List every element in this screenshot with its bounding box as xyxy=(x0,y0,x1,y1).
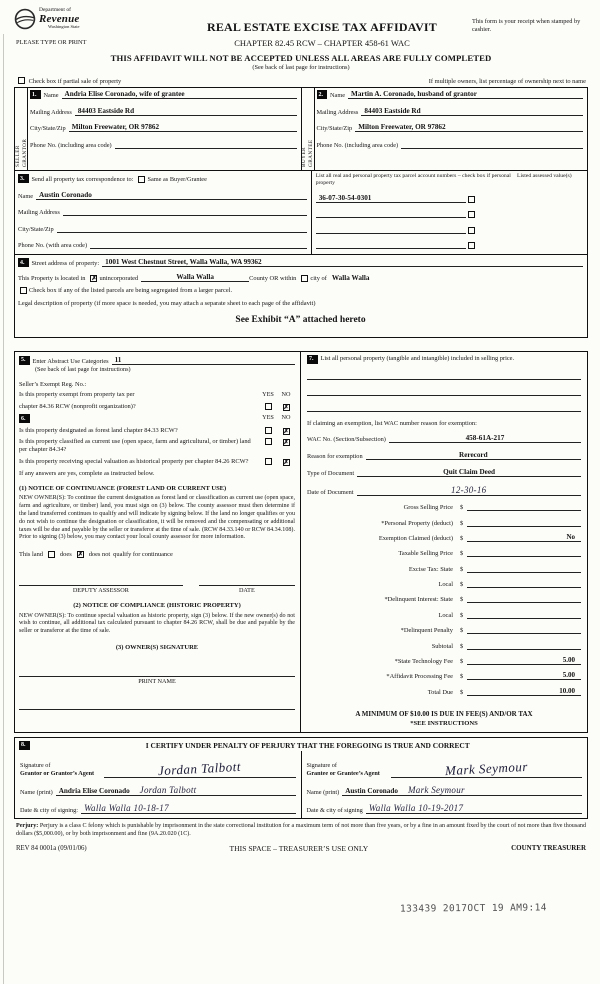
exempt-yes-label: YES xyxy=(262,391,274,399)
grantee-name-typed: Austin Coronado xyxy=(345,786,398,795)
buyer-csz-row xyxy=(317,123,584,132)
notice-compliance-body: NEW OWNER(S): To continue special valuation as historic property, sign (3) below. If the new owner(s) do not wish to continue, all additional tax calculated pursuant to chapter 84.26 RCW, shall be due and payable by the seller or transferor at the time of sale. xyxy=(19,612,295,635)
partial-sale-checkbox[interactable] xyxy=(18,77,25,84)
logo-revenue: Revenue xyxy=(39,12,80,25)
see-back-note: (See back of last page for instructions) xyxy=(252,64,350,71)
seller-name-field[interactable] xyxy=(62,90,297,99)
footer-row xyxy=(14,844,588,853)
dollar-sign: $ xyxy=(460,534,464,542)
section-5-number: 5. xyxy=(19,356,30,365)
section-6-yes-label: YES xyxy=(262,414,274,422)
grantee-signature-handwriting: Mark Seymour xyxy=(444,758,529,778)
exemption-claimed-field[interactable]: No xyxy=(467,533,581,542)
grantor-agent-label: Grantor or Grantor’s Agent xyxy=(20,769,95,777)
assessed-values-label: Listed assessed value(s) xyxy=(517,173,572,179)
doc-date-row xyxy=(307,485,581,496)
section-7-column xyxy=(301,352,587,732)
grantee-date-city-handwriting: Walla Walla 10-19-2017 xyxy=(368,802,464,813)
grantee-signature-line[interactable] xyxy=(391,756,583,778)
fee-row-excise-tax-state: Excise Tax: State $ xyxy=(307,564,581,573)
receipt-note: This form is your receipt when stamped by cashier. xyxy=(472,18,581,34)
parcel-row-4 xyxy=(316,240,583,249)
top-row xyxy=(14,77,588,85)
buyer-csz-label: City/State/Zip xyxy=(316,125,353,132)
gross-selling-price-field[interactable] xyxy=(467,502,581,511)
reason-row xyxy=(307,451,581,460)
grantee-name-handwriting: Mark Seymour xyxy=(408,784,465,795)
fee-row-gross-selling-price: Gross Selling Price $ xyxy=(307,502,581,511)
doc-type-row xyxy=(307,468,581,477)
seller-phone-field[interactable] xyxy=(115,140,297,149)
seller-mailing-label: Mailing Address xyxy=(30,108,72,116)
section-3-number: 3. xyxy=(18,174,29,183)
delinquent-interest-state-field[interactable] xyxy=(467,594,581,603)
deputy-date-line[interactable] xyxy=(199,576,295,586)
correspondence-name-value: Austin Coronado xyxy=(39,190,92,199)
correspondence-row xyxy=(18,174,307,183)
current-use-yes-checkbox[interactable] xyxy=(265,438,272,445)
correspondence-mailing-field[interactable] xyxy=(63,207,307,216)
agency-block xyxy=(14,8,172,46)
exempt-question-line1 xyxy=(19,391,295,399)
segregated-row xyxy=(18,287,583,294)
seller-csz-field[interactable] xyxy=(69,123,297,132)
current-use-question: Is this property classified as current use (open space, farm and agricultural, or timber) land per chapter 84.34? xyxy=(19,438,251,454)
fee-row-taxable-selling-price: Taxable Selling Price $ xyxy=(307,548,581,557)
section-6-header-row xyxy=(19,414,295,423)
grantor-signature-row xyxy=(20,751,296,778)
seller-phone-label: Phone No. (including area code) xyxy=(30,141,112,149)
notice-continuance-body: NEW OWNER(S): To continue the current designation as forest land or classification as current use (open space, farm and agriculture, or timber) land, you must sign on (3) below. The county assessor must then determine if the land transferred continues to qualify and will indicate by signing below. If the land no longer qualifies or you do not wish to continue the designation or classification, it will be removed and the compensating or additional taxes will be due and payable by the seller or transferor at the time of sale. (RCW 84.33.140 or RCW 84.34.108). Prior to signing (3) below, you may contact your local county assessor for more information. xyxy=(19,494,295,541)
grantee-signature-of-label: Signature of xyxy=(306,761,337,769)
correspondence-csz-row xyxy=(18,224,307,233)
wac-field[interactable] xyxy=(389,434,581,443)
doc-date-value: 12-30-16 xyxy=(451,484,487,495)
buyer-name-field[interactable] xyxy=(348,90,583,99)
grantee-vertical-label: GRANTEE xyxy=(308,139,314,167)
dor-logo xyxy=(14,8,172,30)
deputy-assessor-lines xyxy=(19,576,295,586)
doc-type-label: Type of Document xyxy=(307,469,355,477)
fee-row-personal-property: *Personal Property (deduct) $ xyxy=(307,518,581,527)
parcel-numbers-block xyxy=(311,171,587,254)
correspondence-phone-field[interactable] xyxy=(90,240,307,249)
send-correspondence-label: Send all property tax correspondence to: xyxy=(31,176,134,183)
grantor-date-city-field[interactable] xyxy=(81,803,295,814)
county-or-within-label: County OR within xyxy=(249,274,297,282)
date-label: DATE xyxy=(238,587,255,595)
treasurer-space-label: THIS SPACE – TREASURER’S USE ONLY xyxy=(229,843,369,853)
abstract-use-value: 11 xyxy=(114,355,122,364)
affidavit-processing-fee-field[interactable]: 5.00 xyxy=(467,671,581,680)
grantor-name-typed: Andria Elise Coronado xyxy=(58,786,130,795)
dollar-sign: $ xyxy=(460,504,464,512)
correspondence-mailing-label: Mailing Address xyxy=(18,209,60,216)
form-title: REAL ESTATE EXCISE TAX AFFIDAVIT xyxy=(206,20,438,34)
correspondence-csz-field[interactable] xyxy=(57,224,307,233)
section-8-number: 8. xyxy=(19,741,30,750)
deputy-assessor-signature-line[interactable] xyxy=(19,576,183,586)
fee-row-delinquent-penalty: *Delinquent Penalty $ xyxy=(307,625,581,634)
street-address-row xyxy=(18,258,583,267)
personal-property-row xyxy=(307,355,581,364)
legal-description-label: Legal description of property (if more space is needed, you may attach a separate sheet to each page of the affidavit) xyxy=(18,299,316,307)
does-label: does xyxy=(59,551,72,559)
fee-row-state-technology-fee: *State Technology Fee $ 5.00 xyxy=(307,656,581,665)
fee-row-affidavit-processing-fee: *Affidavit Processing Fee $ 5.00 xyxy=(307,671,581,680)
dollar-sign: $ xyxy=(460,673,464,681)
parcel-header-label: List all real and personal property tax parcel account numbers – check box if personal property xyxy=(315,173,511,187)
perjury-text: Perjury is a class C felony which is punishable by imprisonment in the state correctional institution for a maximum term of not more than five years, or by a fine in an amount fixed by the court of not more than five thousand dollars ($5,000.00), or by both imprisonment and fine (9A.20.020 (1C). xyxy=(16,822,586,837)
exempt-no-checkbox[interactable]: ✗ xyxy=(283,403,289,411)
seller-phone-row xyxy=(30,140,297,149)
buyer-phone-label: Phone No. (including area code) xyxy=(316,141,399,149)
dollar-sign: $ xyxy=(460,688,464,696)
fee-row-subtotal: Subtotal $ xyxy=(307,641,581,650)
abstract-use-row xyxy=(19,356,295,365)
land-qualify-row xyxy=(19,551,295,558)
section-8 xyxy=(14,737,588,819)
section-6-number: 6. xyxy=(19,414,30,423)
grantor-name-handwriting: Jordan Talbott xyxy=(139,784,197,795)
exempt-question-line2 xyxy=(19,403,295,411)
state-technology-fee-field[interactable]: 5.00 xyxy=(467,656,581,665)
grantor-signature-line[interactable] xyxy=(104,756,296,778)
forest-yes-checkbox[interactable] xyxy=(265,427,272,434)
buyer-phone-field[interactable] xyxy=(401,140,583,149)
unincorporated-checkbox[interactable]: ✗ xyxy=(91,274,97,282)
correspondence-name-row xyxy=(18,191,307,200)
section-5-see-back: (See back of last page for instructions) xyxy=(35,365,131,373)
exempt-reg-label: Seller’s Exempt Reg. No.: xyxy=(19,380,87,388)
wac-row xyxy=(307,434,581,443)
minimum-due-note: A MINIMUM OF $10.00 IS DUE IN FEE(S) AND/OR TAX xyxy=(355,709,533,718)
qualify-label: qualify for continuance xyxy=(113,551,173,559)
delinquent-interest-local-field[interactable] xyxy=(467,610,581,619)
perjury-label: Perjury: xyxy=(16,822,39,829)
parcel-row-2 xyxy=(316,209,583,218)
seller-side-label xyxy=(15,88,28,170)
seller-name-row xyxy=(30,90,297,99)
buyer-csz-field[interactable] xyxy=(355,123,583,132)
delinquent-penalty-field[interactable] xyxy=(467,625,581,634)
dollar-sign: $ xyxy=(460,519,464,527)
exempt-no-label: NO xyxy=(281,391,291,399)
located-in-row xyxy=(18,273,583,282)
correspondence-name-label: Name xyxy=(18,192,34,200)
signatures-area xyxy=(15,751,587,818)
partial-sale-row xyxy=(16,77,121,85)
historical-no-checkbox[interactable]: ✗ xyxy=(283,458,289,466)
exempt-yes-checkbox[interactable] xyxy=(265,403,272,410)
cashier-date-stamp: 133439 2017OCT 19 AM9:14 xyxy=(399,902,547,915)
segregated-label: Check box if any of the listed parcels are being segregated from a larger parcel. xyxy=(29,287,233,295)
dollar-sign: $ xyxy=(460,658,464,666)
city-checkbox[interactable] xyxy=(301,275,308,282)
wac-value: 458-61A-217 xyxy=(465,434,505,443)
grantee-signature-row xyxy=(307,751,583,778)
logo-washington-state: Washington State xyxy=(48,24,80,30)
does-not-checkbox[interactable]: ✗ xyxy=(77,551,84,559)
personal-property-line-1[interactable] xyxy=(307,369,581,380)
logo-text xyxy=(39,8,80,30)
partial-sale-label: Check box if partial sale of property xyxy=(28,78,122,85)
historical-question-row xyxy=(19,458,295,466)
rev-number: REV 84 0001a (09/01/06) xyxy=(16,844,87,852)
dollar-sign: $ xyxy=(460,642,464,650)
seller-section xyxy=(15,88,301,170)
city-of-label: city of xyxy=(310,274,327,282)
fee-row-delinquent-interest-local: Local $ xyxy=(307,610,581,619)
grantor-signature-handwriting: Jordan Talbott xyxy=(157,758,242,778)
seller-mailing-value: 84403 Eastside Rd xyxy=(77,106,135,115)
fee-row-exemption-claimed: Exemption Claimed (deduct) $ No xyxy=(307,533,581,542)
perjury-statement xyxy=(14,823,588,839)
reason-field[interactable] xyxy=(366,451,581,460)
certify-row xyxy=(15,738,587,751)
tax-correspondence-block xyxy=(15,171,311,254)
personal-property-label: List all personal property (tangible and intangible) included in selling price. xyxy=(320,354,515,362)
section-4-number: 4. xyxy=(18,258,29,267)
correspondence-name-field[interactable] xyxy=(36,191,307,200)
parcel-row-1 xyxy=(316,194,583,203)
doc-date-field[interactable] xyxy=(357,485,581,496)
taxable-selling-price-field[interactable] xyxy=(467,548,581,557)
grantee-name-row xyxy=(307,785,583,796)
same-as-buyer-checkbox[interactable] xyxy=(138,176,145,183)
personal-property-line-3[interactable] xyxy=(307,401,581,412)
grantor-name-print-label: Name (print) xyxy=(20,788,53,796)
please-type-or-print-label: PLEASE TYPE OR PRINT xyxy=(16,39,87,47)
section-7-number: 7. xyxy=(307,355,318,364)
city-value: Walla Walla xyxy=(331,273,370,282)
seller-name-value: Andria Elise Coronado, wife of grantee xyxy=(64,90,185,98)
street-address-label: Street address of property: xyxy=(31,260,100,268)
logo-department-of: Department of xyxy=(39,7,71,13)
if-yes-note: If any answers are yes, complete as instructed below. xyxy=(19,469,155,477)
forest-no-checkbox[interactable]: ✗ xyxy=(283,427,289,435)
buyer-name-label: Name xyxy=(330,92,346,99)
notice-continuance-title: (1) NOTICE OF CONTINUANCE (FOREST LAND OR CURRENT USE) xyxy=(19,484,227,492)
doc-type-field[interactable] xyxy=(357,468,581,477)
buyer-mailing-value: 84403 Eastside Rd xyxy=(364,106,421,115)
parcel-number-field-2[interactable] xyxy=(316,209,466,218)
grantor-signature-block xyxy=(15,751,301,818)
sections-5-6-column xyxy=(15,352,301,732)
wac-label: WAC No. (Section/Subsection) xyxy=(307,436,386,444)
subtotal-field[interactable] xyxy=(467,641,581,650)
parcel-row-3 xyxy=(316,225,583,234)
current-use-question-row xyxy=(19,438,295,454)
legal-description-row xyxy=(18,300,583,307)
personal-property-line-2[interactable] xyxy=(307,385,581,396)
section-3 xyxy=(14,171,588,255)
located-in-label: This Property is located in xyxy=(18,274,86,282)
certify-statement: I CERTIFY UNDER PENALTY OF PERJURY THAT THE FOREGOING IS TRUE AND CORRECT xyxy=(145,740,470,750)
historical-question: Is this property receiving special valuation as historical property per chapter 84.26 RCW? xyxy=(19,457,249,465)
parcel-1-personal-checkbox[interactable] xyxy=(468,196,475,203)
parcel-2-personal-checkbox[interactable] xyxy=(468,211,475,218)
dollar-sign: $ xyxy=(460,550,464,558)
print-name-label: PRINT NAME xyxy=(138,678,176,686)
seller-vertical-label: SELLER xyxy=(14,145,21,167)
exemption-note: If claiming an exemption, list WAC number reason for exemption: xyxy=(307,419,477,427)
grantor-name-row xyxy=(20,785,296,796)
excise-tax-state-field[interactable] xyxy=(467,564,581,573)
deputy-assessor-label: DEPUTY ASSESSOR xyxy=(72,587,129,595)
grantee-date-city-label: Date & city of signing xyxy=(306,806,363,814)
forest-land-question-row xyxy=(19,427,295,435)
parties-section xyxy=(14,87,588,171)
county-treasurer-label: COUNTY TREASURER xyxy=(511,844,586,853)
fee-row-total-due: Total Due $ 10.00 xyxy=(307,687,581,696)
buyer-side-label xyxy=(302,88,315,170)
this-land-label: This land xyxy=(19,551,43,559)
correspondence-phone-row xyxy=(18,240,307,249)
deputy-assessor-labels xyxy=(19,587,295,594)
county-value: Walla Walla xyxy=(176,272,214,281)
grantee-name-field[interactable] xyxy=(342,785,582,796)
buyer-mailing-label: Mailing Address xyxy=(316,108,359,116)
section-1-number: 1. xyxy=(30,90,41,99)
excise-tax-local-field[interactable] xyxy=(467,579,581,588)
seller-mailing-field[interactable] xyxy=(75,107,297,116)
reason-label: Reason for exemption xyxy=(307,452,363,460)
seller-csz-value: Milton Freewater, OR 97862 xyxy=(71,123,160,131)
total-due-field[interactable]: 10.00 xyxy=(467,687,581,696)
notice-compliance-title: (2) NOTICE OF COMPLIANCE (HISTORIC PROPERTY) xyxy=(73,602,241,610)
parcel-number-value: 36-07-30-54-0301 xyxy=(318,193,372,202)
scan-edge-line xyxy=(3,34,4,984)
parcel-4-personal-checkbox[interactable] xyxy=(468,242,475,249)
grantee-signature-block xyxy=(301,751,588,818)
form-header xyxy=(14,8,588,48)
doc-type-value: Quit Claim Deed xyxy=(443,467,496,476)
does-not-label: does not xyxy=(88,551,111,559)
dollar-sign: $ xyxy=(460,596,464,604)
dollar-sign: $ xyxy=(460,565,464,573)
seller-mailing-row xyxy=(30,107,297,116)
forest-land-question: Is this property designated as forest land chapter 84.33 RCW? xyxy=(19,426,178,434)
grantee-agent-label: Grantee or Grantee’s Agent xyxy=(306,769,380,777)
section-6-no-label: NO xyxy=(281,414,291,422)
seller-fields xyxy=(28,88,301,170)
grantor-signature-of-label: Signature of xyxy=(20,761,51,769)
buyer-section xyxy=(301,88,588,170)
multiple-owners-note: If multiple owners, list percentage of ownership next to name xyxy=(428,78,586,85)
fee-row-delinquent-interest-state: *Delinquent Interest: State $ xyxy=(307,594,581,603)
buyer-csz-value: Milton Freewater, OR 97862 xyxy=(358,123,446,131)
parcel-number-field-1[interactable] xyxy=(316,194,466,203)
abstract-use-field[interactable] xyxy=(112,356,295,365)
seller-name-label: Name xyxy=(43,92,59,99)
historical-yes-checkbox[interactable] xyxy=(265,458,272,465)
buyer-name-row xyxy=(317,90,584,99)
parcel-number-field-4[interactable] xyxy=(316,240,466,249)
correspondence-csz-label: City/State/Zip xyxy=(18,225,54,233)
grantee-date-row xyxy=(307,803,583,814)
grantee-name-print-label: Name (print) xyxy=(306,788,340,796)
buyer-phone-row xyxy=(317,140,584,149)
segregated-checkbox[interactable] xyxy=(20,287,27,294)
correspondence-mailing-row xyxy=(18,207,307,216)
exhibit-a-text: See Exhibit “A” attached hereto xyxy=(235,314,366,325)
parcel-number-field-3[interactable] xyxy=(316,225,466,234)
form-chapter: CHAPTER 82.45 RCW – CHAPTER 458-61 WAC xyxy=(234,38,410,48)
dollar-sign: $ xyxy=(460,627,464,635)
grantee-date-city-field[interactable] xyxy=(366,803,582,814)
parcel-header-row xyxy=(316,173,583,187)
correspondence-phone-label: Phone No. (with area code) xyxy=(18,242,88,249)
treasurer-use-space xyxy=(14,853,588,984)
exempt-question-text2: chapter 84.36 RCW (nonprofit organization)? xyxy=(19,402,136,410)
parcel-3-personal-checkbox[interactable] xyxy=(468,227,475,234)
unincorporated-label: unincorporated xyxy=(99,274,139,282)
dor-logo-icon xyxy=(14,8,36,30)
does-checkbox[interactable] xyxy=(48,551,55,558)
grantor-date-row xyxy=(20,803,296,814)
owner-signature-line[interactable] xyxy=(19,664,295,677)
buyer-vertical-label: BUYER xyxy=(301,147,307,167)
exempt-question-text1: Is this property exempt from property tax per xyxy=(19,391,135,399)
fee-row-excise-tax-local: Local $ xyxy=(307,579,581,588)
grantor-date-city-handwriting: Walla Walla 10-18-17 xyxy=(84,802,169,813)
buyer-mailing-field[interactable] xyxy=(361,107,583,116)
seller-csz-label: City/State/Zip xyxy=(30,125,66,132)
buyer-mailing-row xyxy=(317,107,584,116)
grantor-date-city-label: Date & city of signing: xyxy=(20,806,79,814)
grantor-vertical-label: GRANTOR xyxy=(21,138,28,167)
section-4 xyxy=(14,255,588,338)
buyer-fields xyxy=(315,88,588,170)
warning-line: THIS AFFIDAVIT WILL NOT BE ACCEPTED UNLESS ALL AREAS ARE FULLY COMPLETED xyxy=(110,53,492,63)
title-block xyxy=(172,8,472,48)
county-field[interactable] xyxy=(141,273,249,282)
dollar-sign: $ xyxy=(460,581,464,589)
personal-property-deduct-field[interactable] xyxy=(467,518,581,527)
dollar-sign: $ xyxy=(460,611,464,619)
see-instructions-note: *SEE INSTRUCTIONS xyxy=(410,719,478,727)
main-columns xyxy=(14,351,588,733)
doc-date-label: Date of Document xyxy=(307,488,354,496)
reason-value: Rerecord xyxy=(459,450,488,459)
buyer-name-value: Martin A. Coronado, husband of grantor xyxy=(351,90,477,98)
same-as-buyer-label: Same as Buyer/Grantee xyxy=(147,176,207,183)
section-2-number: 2. xyxy=(317,90,328,99)
owners-signature-title: (3) OWNER(S) SIGNATURE xyxy=(115,644,199,652)
street-address-field[interactable] xyxy=(102,258,583,267)
abstract-use-label: Enter Abstract Use Categories xyxy=(32,357,109,365)
seller-csz-row xyxy=(30,123,297,132)
owner-signature-line-2[interactable] xyxy=(19,697,295,710)
grantor-name-field[interactable] xyxy=(56,785,296,796)
street-address-value: 1001 West Chestnut Street, Walla Walla, WA 99362 xyxy=(105,258,262,267)
current-use-no-checkbox[interactable]: ✗ xyxy=(283,439,289,447)
